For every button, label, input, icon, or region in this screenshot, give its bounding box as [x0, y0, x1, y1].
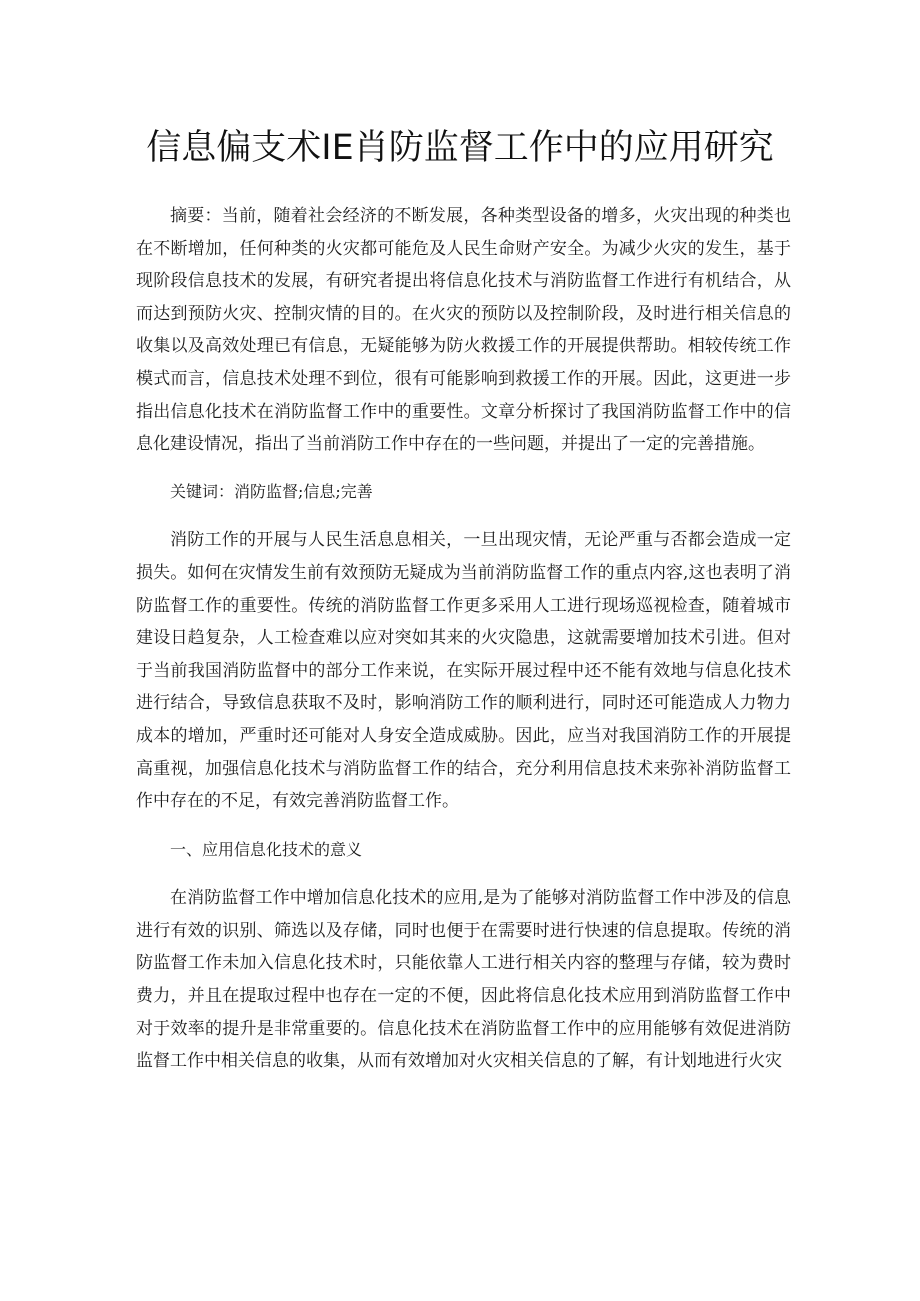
document-body [136, 200, 791, 1078]
section-heading: 一、应用信息化技术的意义 [170, 839, 363, 859]
document-title: 信息偏支术IE肖防监督工作中的应用研究 [146, 128, 774, 168]
abstract-paragraph: 摘要：当前，随着社会经济的不断发展，各种类型设备的增多，火灾出现的种类也在不断增加，任何种类的火灾都可能危及人民生命财产安全。为减少火灾的发生，基于现阶段信息技术的发展，有研究者提出将信息化技术与消防监督工作进行有机结合，从而达到预防火灾、控制灾情的目的。在火灾的预防以及控制阶段，及时进行相关信息的收集以及高效处理已有信息，无疑能够为防火救援工作的开展提供帮助。相较传统工作模式而言，信息技术处理不到位，很有可能影响到救援工作的开展。因此，这更进一步指出信息化技术在消防监督工作中的重要性。文章分析探讨了我国消防监督工作中的信息化建设情况，指出了当前消防工作中存在的一些问题，并提出了一定的完善措施。 [136, 206, 791, 455]
intro-paragraph: 消防工作的开展与人民生活息息相关，一旦出现灾情，无论严重与否都会造成一定损失。如何在灾情发生前有效预防无疑成为当前消防监督工作的重点内容,这也表明了消防监督工作的重要性。传统的消防监督工作更多采用人工进行现场巡视检查，随着城市建设日趋复杂，人工检查难以应对突如其来的火灾隐患，这就需要增加技术引进。但对于当前我国消防监督中的部分工作来说，在实际开展过程中还不能有效地与信息化技术进行结合，导致信息获取不及时，影响消防工作的顺利进行，同时还可能造成人力物力成本的增加，严重时还可能对人身安全造成威胁。因此，应当对我国消防工作的开展提高重视，加强信息化技术与消防监督工作的结合，充分利用信息技术来弥补消防监督工作中存在的不足，有效完善消防监督工作。 [136, 530, 791, 812]
keywords-line: 关键词：消防监督;信息;完善 [170, 481, 373, 501]
section-paragraph: 在消防监督工作中增加信息化技术的应用,是为了能够对消防监督工作中涉及的信息进行有效的识别、筛选以及存储，同时也便于在需要时进行快速的信息提取。传统的消防监督工作未加入信息化技术时，只能依靠人工进行相关内容的整理与存储，较为费时费力，并且在提取过程中也存在一定的不便，因此将信息化技术应用到消防监督工作中对于效率的提升是非常重要的。信息化技术在消防监督工作中的应用能够有效促进消防监督工作中相关信息的收集，从而有效增加对火灾相关信息的了解，有计划地进行火灾 [136, 888, 791, 1072]
